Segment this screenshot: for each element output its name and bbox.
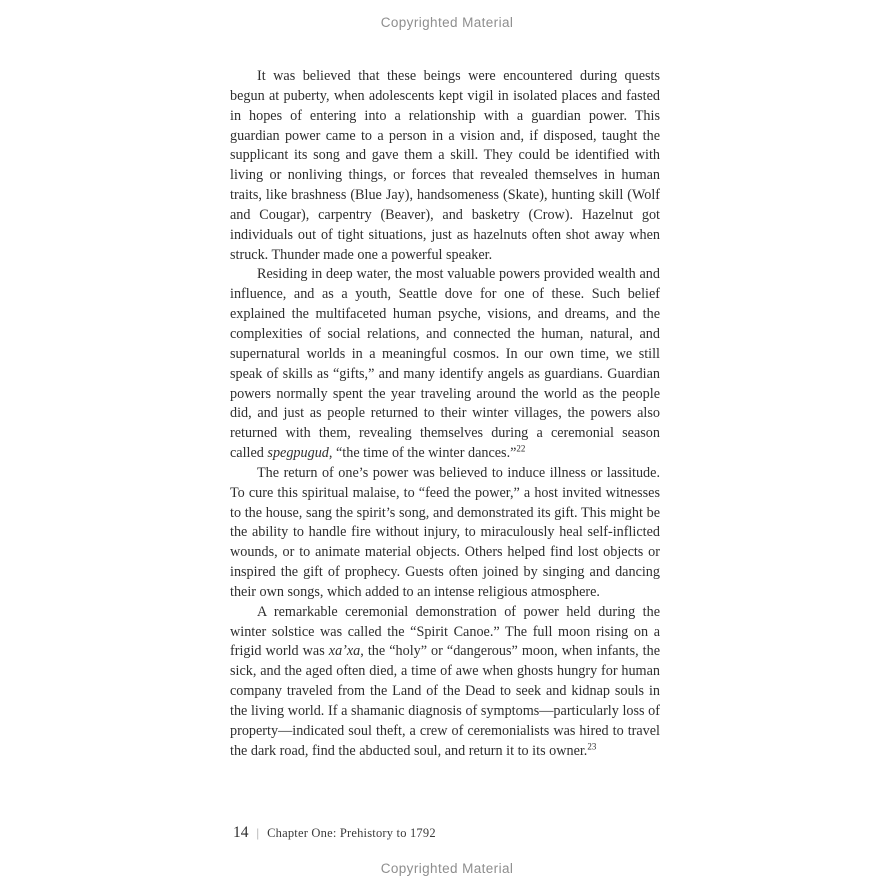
paragraph-text: Residing in deep water, the most valuable powers provided wealth and influence, and as a youth, Seattle dove for one of these. Such belief explained the multifaceted human psyche, visions, and dreams, and the complexities of social relations, and connected the human, natural, and supernatural worlds in a meaningful cosmos. In our own time, we still speak of skills as “gifts,” and many identify angels as guardians. Guardian powers normally spent the year traveling around the world as the people did, and just as people returned to their winter villages, the powers also returned with them, revealing themselves during a ceremonial season called (230, 266, 660, 462)
body-paragraph-2 (230, 265, 660, 463)
italic-term-xaxa: xaʼxa (328, 643, 361, 660)
body-paragraph-3 (230, 464, 660, 603)
copyright-notice-top: Copyrighted Material (380, 15, 514, 30)
running-footer (233, 824, 436, 842)
paragraph-text: , the “holy” or “dangerous” moon, when infants, the sick, and the aged often died, a time of awe when ghosts hungry for human company traveled from the Land of the Dead to seek and kidnap souls in the living world. If a shamanic diagnosis of symptoms—particularly loss of property—indicated soul theft, a crew of ceremonialists was hired to travel the dark road, find the abducted soul, and return it to its owner. (230, 643, 660, 759)
body-paragraph-1 (230, 67, 660, 265)
paragraph-text: The return of one’s power was believed to induce illness or lassitude. To cure this spiritual malaise, to “feed the power,” a host invited witnesses to the house, sang the spirit’s song, and demonstrated its gift. This might be the ability to handle fire without injury, to miraculously heal self-inflicted wounds, or to animate material objects. Others helped find lost objects or inspired the gift of prophecy. Guests often joined by singing and dancing their own songs, which added to an intense religious atmosphere. (230, 464, 660, 600)
body-paragraph-4 (230, 603, 660, 762)
italic-term-spegpugud: spegpugud (267, 445, 329, 462)
chapter-title: Chapter One: Prehistory to 1792 (267, 826, 436, 840)
copyright-notice-bottom: Copyrighted Material (380, 861, 514, 876)
footer-separator: | (256, 825, 260, 840)
paragraph-text: A remarkable ceremonial demonstration of power held during the winter solstice was called the “Spirit Canoe.” The full moon rising on a frigid world was (230, 603, 660, 660)
paragraph-text: , “the time of the winter dances.” (328, 445, 517, 462)
paragraph-text: It was believed that these beings were encountered during quests begun at puberty, when adolescents kept vigil in isolated places and fasted in hopes of entering into a relationship with a guardian power. This guardian power came to a person in a vision and, if disposed, taught the supplicant its song and gave them a skill. They could be identified with living or nonliving things, or forces that revealed themselves in human traits, like brashness (Blue Jay), handsomeness (Skate), hunting skill (Wolf and Cougar), carpentry (Beaver), and basketry (Crow). Hazelnut got individuals out of tight situations, just as hazelnuts often shot away when struck. Thunder made one a powerful speaker. (230, 68, 660, 263)
page-number: 14 (233, 824, 249, 841)
body-text-block (230, 67, 660, 762)
endnote-reference-22: 22 (516, 443, 526, 454)
endnote-reference-23: 23 (587, 740, 597, 751)
